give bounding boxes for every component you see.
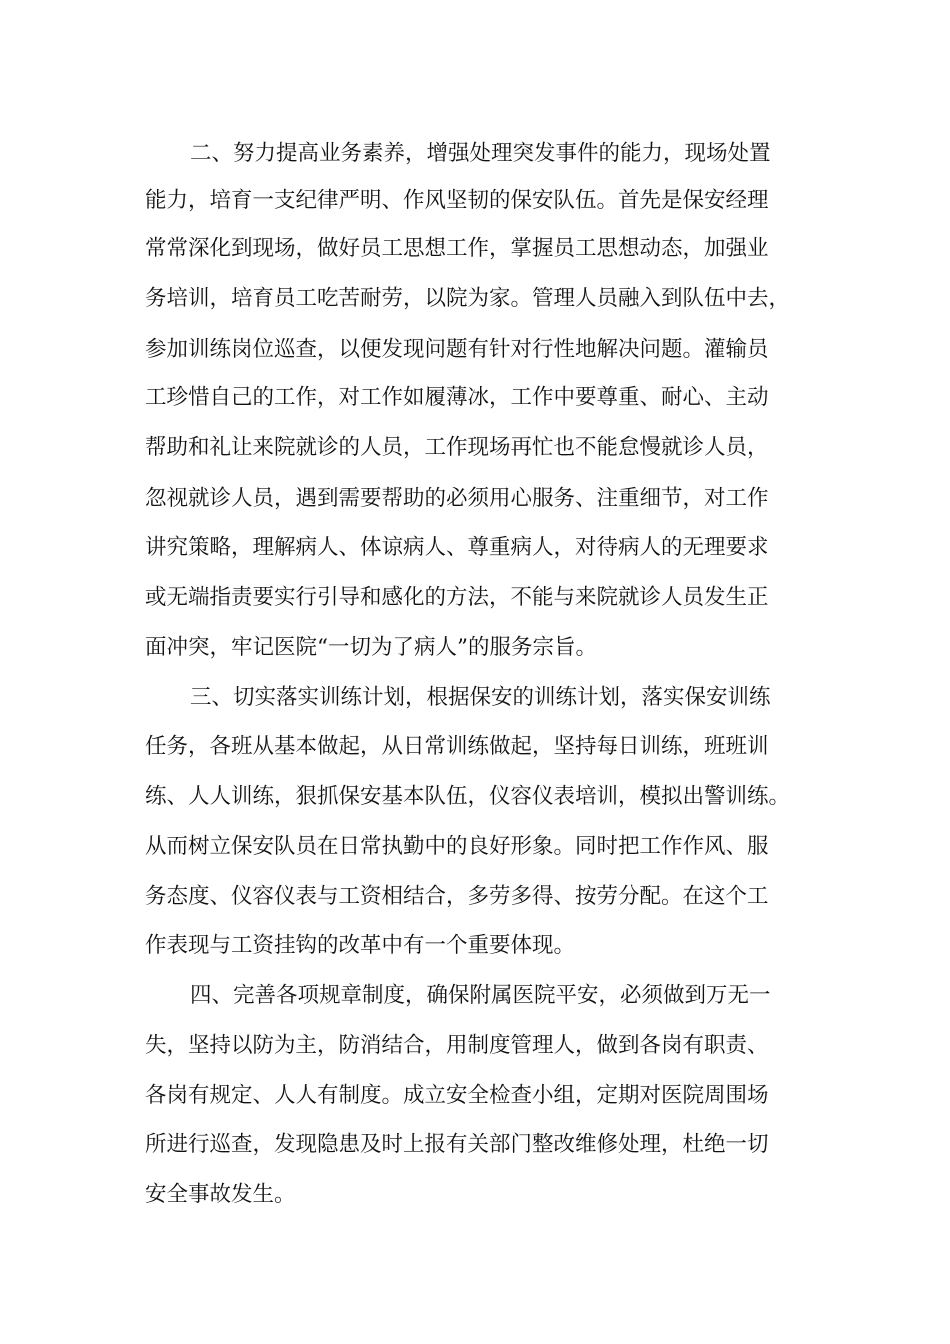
paragraph-2-line-8: 忽视就诊人员，遇到需要帮助的必须用心服务、注重细节，对工作 <box>145 486 769 511</box>
paragraph-2-line-4: 务培训，培育员工吃苦耐劳，以院为家。管理人员融入到队伍中去， <box>145 286 791 311</box>
paragraph-2-line-6: 工珍惜自己的工作，对工作如履薄冰，工作中要尊重、耐心、主动 <box>145 385 769 410</box>
paragraph-2-line-5: 参加训练岗位巡查，以便发现问题有针对行性地解决问题。灌输员 <box>145 337 769 362</box>
paragraph-4-line-5: 安全事故发生。 <box>145 1182 296 1207</box>
paragraph-2-line-7: 帮助和礼让来院就诊的人员，工作现场再忙也不能怠慢就诊人员， <box>145 435 769 460</box>
paragraph-3-line-1: 三、切实落实训练计划，根据保安的训练计划，落实保安训练 <box>190 685 771 710</box>
paragraph-4-line-4: 所进行巡查，发现隐患及时上报有关部门整改维修处理，杜绝一切 <box>145 1132 769 1157</box>
paragraph-2-line-3: 常常深化到现场，做好员工思想工作，掌握员工思想动态，加强业 <box>145 236 769 261</box>
paragraph-2-line-10: 或无端指责要实行引导和感化的方法，不能与来院就诊人员发生正 <box>145 585 769 610</box>
paragraph-3-line-3: 练、人人训练，狠抓保安基本队伍，仪容仪表培训，模拟出警训练。 <box>145 784 791 809</box>
paragraph-2-line-2: 能力，培育一支纪律严明、作风坚韧的保安队伍。首先是保安经理 <box>145 188 769 213</box>
paragraph-3-line-4: 从而树立保安队员在日常执勤中的良好形象。同时把工作作风、服 <box>145 834 769 859</box>
paragraph-2-line-9: 讲究策略，理解病人、体谅病人、尊重病人，对待病人的无理要求 <box>145 535 769 560</box>
paragraph-3-line-5: 务态度、仪容仪表与工资相结合，多劳多得、按劳分配。在这个工 <box>145 884 769 909</box>
paragraph-2-line-1: 二、努力提高业务素养，增强处理突发事件的能力，现场处置 <box>190 141 771 166</box>
paragraph-4-line-2: 失，坚持以防为主，防消结合，用制度管理人，做到各岗有职责、 <box>145 1033 769 1058</box>
paragraph-2-line-11: 面冲突，牢记医院“一切为了病人”的服务宗旨。 <box>145 635 597 660</box>
paragraph-3-line-6: 作表现与工资挂钩的改革中有一个重要体现。 <box>145 933 576 958</box>
paragraph-4-line-3: 各岗有规定、人人有制度。成立安全检查小组，定期对医院周围场 <box>145 1083 769 1108</box>
paragraph-4-line-1: 四、完善各项规章制度，确保附属医院平安，必须做到万无一 <box>190 983 771 1008</box>
paragraph-3-line-2: 任务，各班从基本做起，从日常训练做起，坚持每日训练，班班训 <box>145 734 769 759</box>
